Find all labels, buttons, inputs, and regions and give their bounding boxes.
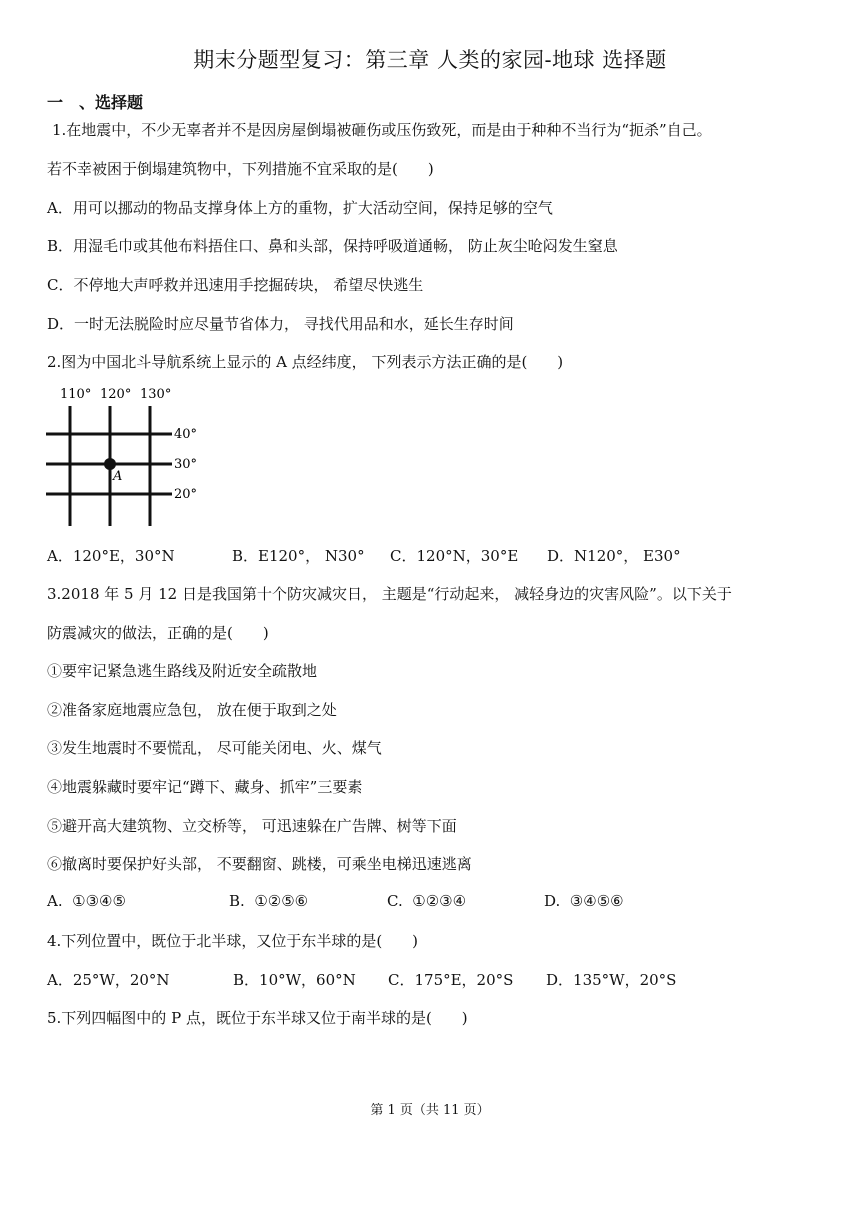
lat-label-30: 30° xyxy=(174,457,198,472)
q3-item-4: ④地震躲藏时要牢记“蹲下、藏身、抓牢”三要素 xyxy=(47,778,363,796)
q4-option-b: B．10°W，60°N xyxy=(233,971,356,989)
q1-option-c: C．不停地大声呼救并迅速用手挖掘砖块， 希望尽快逃生 xyxy=(47,276,424,294)
q1-stem-line1: 1.在地震中，不少无辜者并不是因房屋倒塌被砸伤或压伤致死，而是由于种种不当行为“扼杀”自己。 xyxy=(52,121,712,139)
q3-stem-line2: 防震减灾的做法，正确的是( ) xyxy=(47,624,269,642)
q4-stem: 4.下列位置中，既位于北半球，又位于东半球的是( ) xyxy=(47,932,419,950)
lon-label-110: 110° xyxy=(60,387,92,402)
lat-lon-grid-figure xyxy=(46,378,216,528)
q4-option-a: A．25°W，20°N xyxy=(47,971,170,989)
q3-options xyxy=(47,892,624,910)
q2-options xyxy=(47,545,681,566)
q4-options xyxy=(47,969,676,990)
q1-option-a: A．用可以挪动的物品支撑身体上方的重物，扩大活动空间，保持足够的空气 xyxy=(47,199,553,217)
q3-option-c: C. ①②③④ xyxy=(387,892,467,910)
q3-stem-line1: 3.2018 年 5 月 12 日是我国第十个防灾减灾日， 主题是“行动起来， 减轻身边的灾害风险”。以下关于 xyxy=(47,585,732,603)
page-title: 期末分题型复习：第三章 人类的家园-地球 选择题 xyxy=(193,48,667,72)
q2-option-b: B．E120°， N30° xyxy=(232,547,365,565)
q3-item-1: ①要牢记紧急逃生路线及附近安全疏散地 xyxy=(47,662,318,680)
q3-item-6: ⑥撤离时要保护好头部， 不要翻窗、跳楼，可乘坐电梯迅速逃离 xyxy=(47,855,472,873)
q3-item-2: ②准备家庭地震应急包， 放在便于取到之处 xyxy=(47,701,337,719)
lon-label-130: 130° xyxy=(140,387,172,402)
lat-label-20: 20° xyxy=(174,487,198,502)
q3-option-a: A. ①③④⑤ xyxy=(47,892,126,910)
q4-option-c: C．175°E，20°S xyxy=(388,971,514,989)
q2-stem: 2.图为中国北斗导航系统上显示的 A 点经纬度， 下列表示方法正确的是( ) xyxy=(47,353,564,371)
section-heading: 一 、选择题 xyxy=(47,93,144,112)
lat-label-40: 40° xyxy=(174,427,198,442)
q3-item-3: ③发生地震时不要慌乱， 尽可能关闭电、火、煤气 xyxy=(47,739,382,757)
page-footer: 第 1 页（共 11 页） xyxy=(370,1103,490,1118)
q1-stem-line2: 若不幸被困于倒塌建筑物中，下列措施不宜采取的是( ) xyxy=(47,160,434,178)
q1-option-b: B．用湿毛巾或其他布料捂住口、鼻和头部，保持呼吸道通畅， 防止灰尘呛闷发生窒息 xyxy=(47,237,618,255)
q5-stem: 5.下列四幅图中的 P 点，既位于东半球又位于南半球的是( ) xyxy=(47,1009,468,1027)
q1-option-d: D．一时无法脱险时应尽量节省体力， 寻找代用品和水，延长生存时间 xyxy=(47,315,514,333)
lon-label-120: 120° xyxy=(100,387,132,402)
q2-option-d: D．N120°， E30° xyxy=(547,547,681,565)
q3-option-d: D. ③④⑤⑥ xyxy=(544,892,624,910)
point-a-label: A xyxy=(113,469,123,484)
q2-option-c: C．120°N，30°E xyxy=(390,547,519,565)
q3-item-5: ⑤避开高大建筑物、立交桥等， 可迅速躲在广告牌、树等下面 xyxy=(47,817,457,835)
q4-option-d: D．135°W，20°S xyxy=(546,971,677,989)
q3-option-b: B. ①②⑤⑥ xyxy=(229,892,309,910)
q2-option-a: A．120°E，30°N xyxy=(47,547,175,565)
